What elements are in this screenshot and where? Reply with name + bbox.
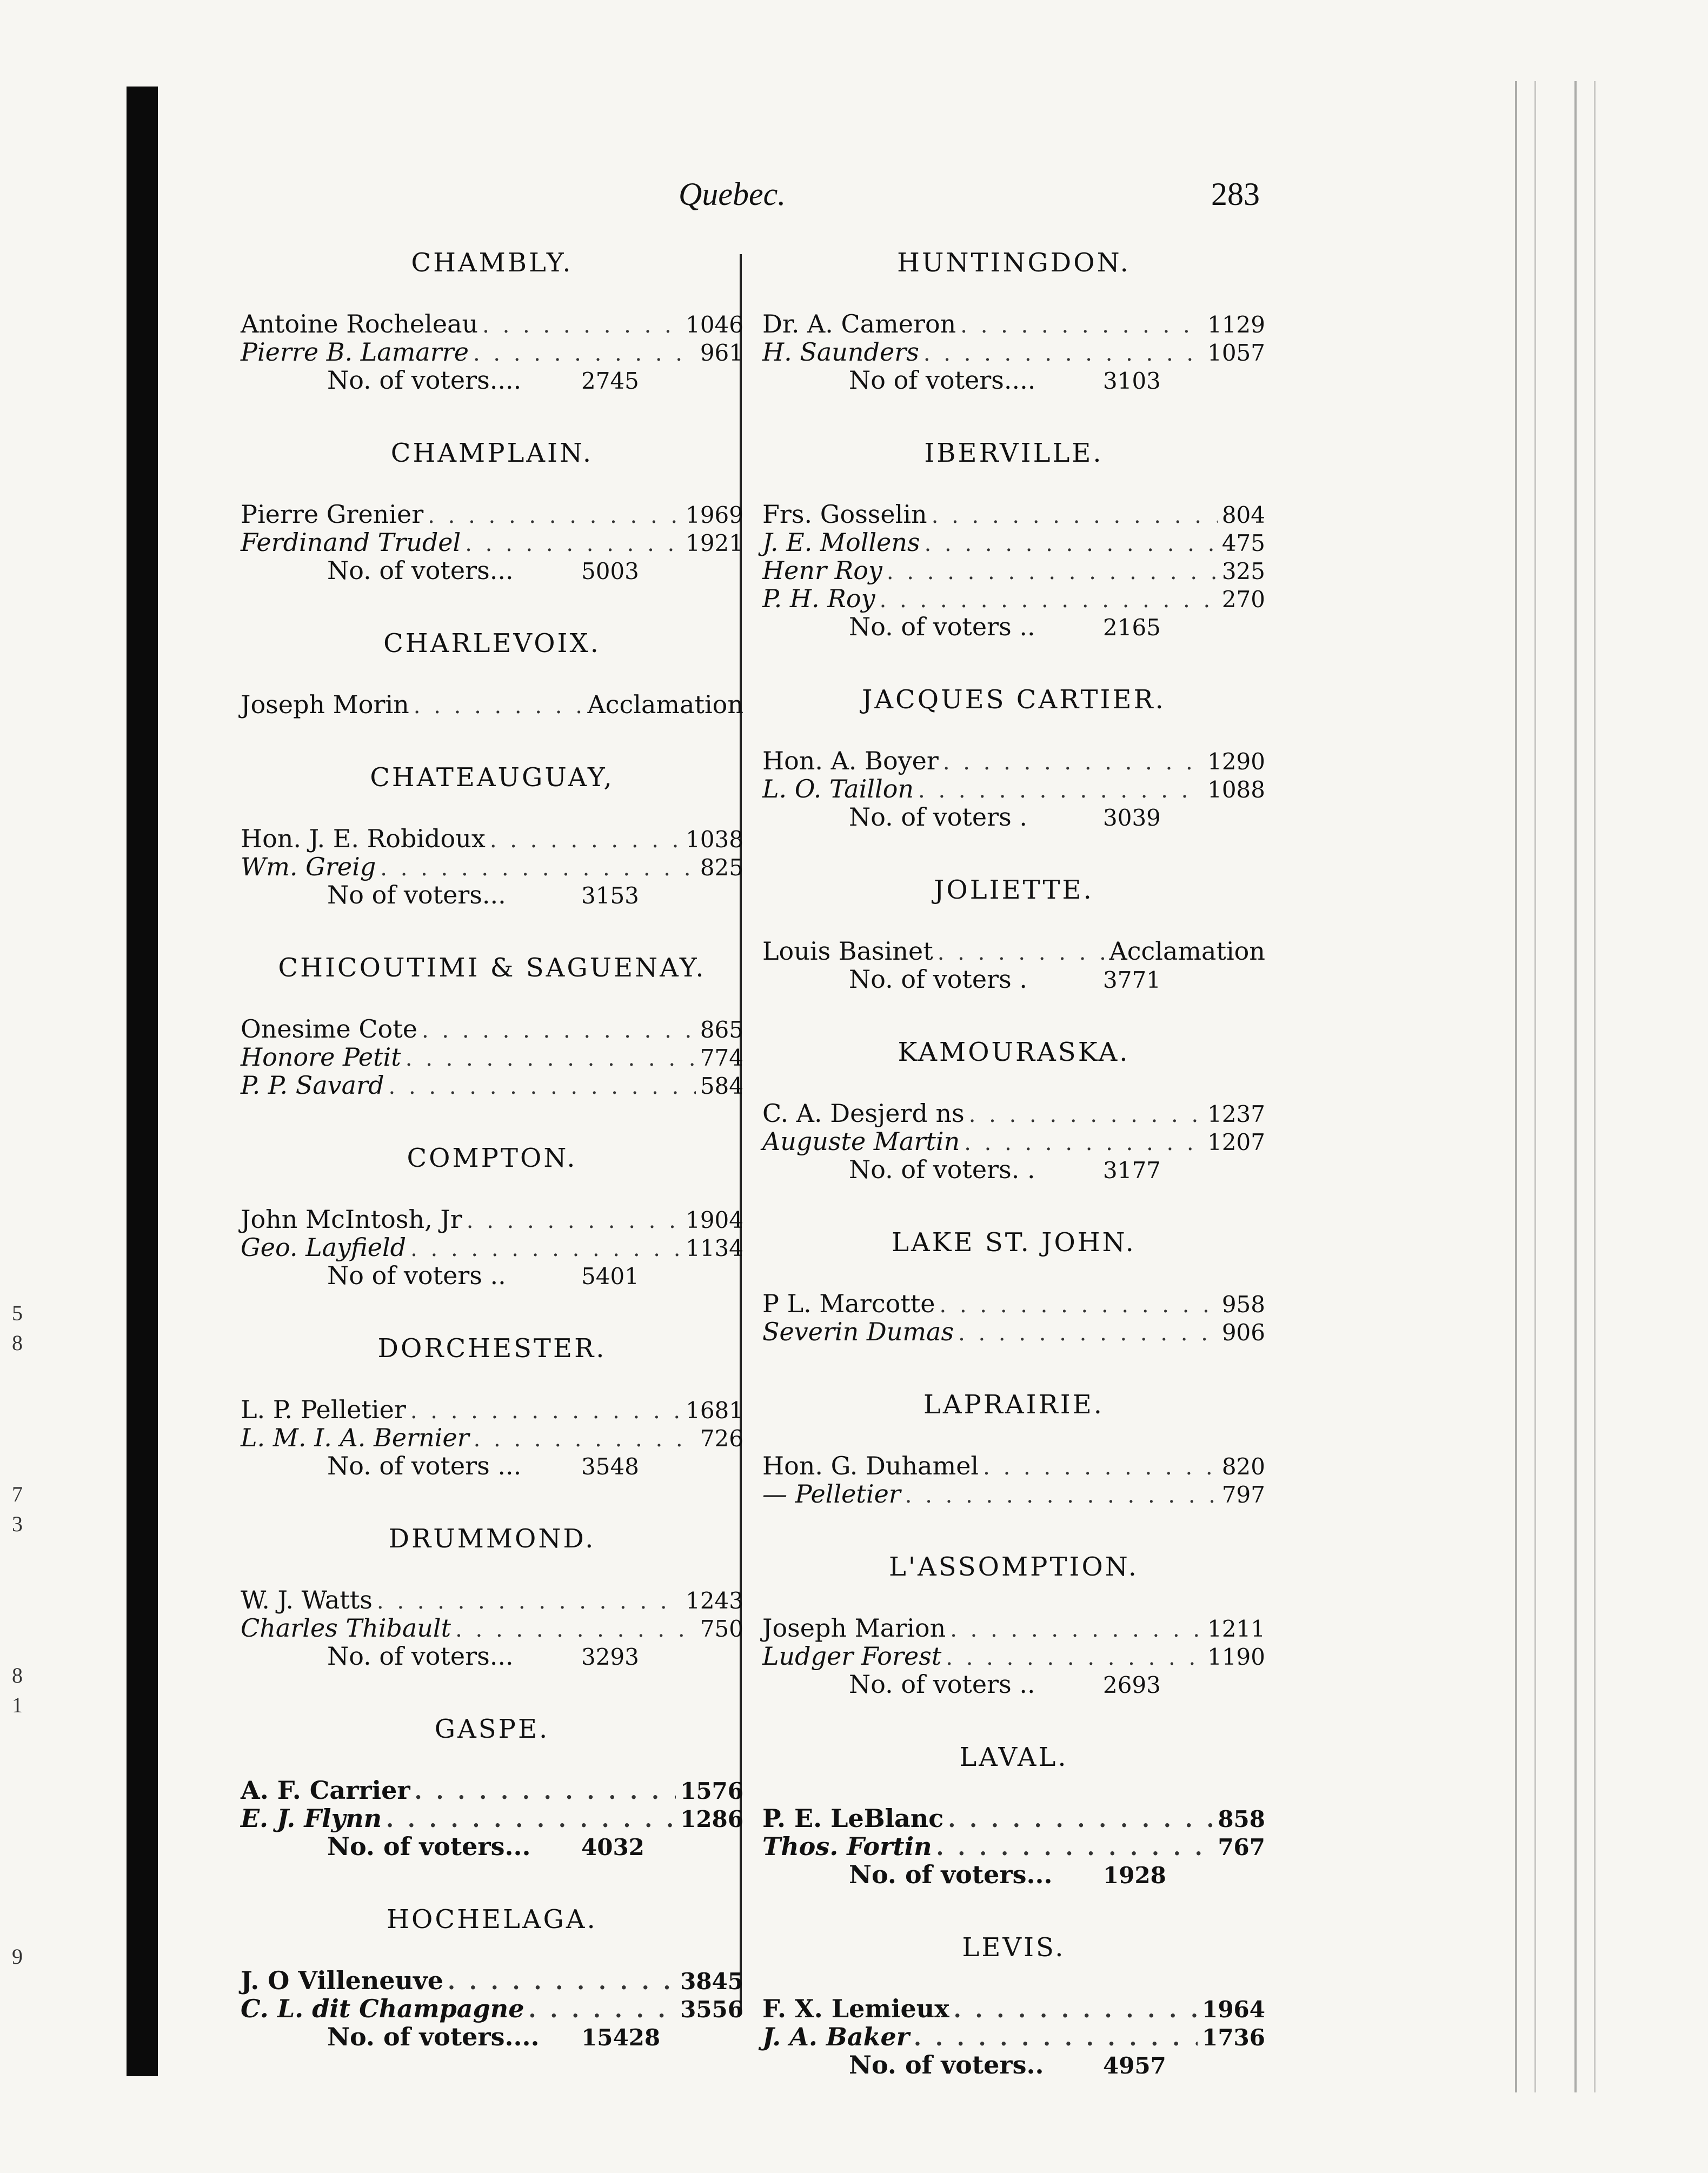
candidate-name: Charles Thibault [241, 1613, 451, 1643]
vote-count: 750 [700, 1616, 743, 1642]
dot-leader [406, 1045, 696, 1073]
candidate-name: A. F. Carrier [241, 1776, 410, 1805]
voters-label: No. of voters ... [327, 1451, 522, 1480]
vote-count: 858 [1218, 1806, 1265, 1832]
constituency-title: CHAMPLAIN. [390, 438, 594, 468]
dot-leader [473, 340, 696, 368]
vote-count: 820 [1221, 1453, 1265, 1480]
constituency-lake-st-john [762, 1226, 1265, 1346]
candidate-name: — Pelletier [762, 1479, 901, 1509]
result-row [762, 775, 1265, 803]
vote-count: 325 [1221, 558, 1265, 584]
candidate-name: W. J. Watts [241, 1585, 373, 1614]
vote-count: 865 [700, 1016, 743, 1043]
result-row [241, 1586, 743, 1614]
voters-label: No of voters .. [327, 1261, 506, 1290]
candidate-name: Frs. Gosselin [762, 500, 927, 529]
constituency-title: CHICOUTIMI & SAGUENAY. [278, 953, 706, 983]
vote-count: 726 [700, 1425, 743, 1452]
dot-leader [923, 340, 1203, 368]
candidate-name: Pierre Grenier [241, 500, 424, 529]
dot-leader [905, 1481, 1218, 1510]
result-row [762, 1642, 1265, 1670]
constituency-chicoutimi-saguenay [241, 951, 743, 1099]
vote-count: 767 [1218, 1834, 1265, 1860]
dot-leader [960, 311, 1203, 340]
dot-leader [415, 1778, 676, 1806]
vote-count: 1904 [686, 1207, 743, 1233]
voters-count: 5003 [581, 558, 639, 584]
candidate-name: Auguste Martin [762, 1127, 960, 1156]
result-row [241, 690, 743, 719]
result-row [241, 528, 743, 556]
vote-count: Acclamation [587, 690, 743, 719]
page-title: Quebec. [679, 176, 786, 212]
page-edge-shadow [1503, 81, 1633, 2092]
candidate-name: H. Saunders [762, 337, 919, 367]
voters-count: 3153 [581, 882, 639, 909]
candidate-name: J. E. Mollens [762, 528, 920, 557]
result-row [762, 937, 1265, 965]
dot-leader [448, 1968, 676, 1996]
vote-count: 1243 [686, 1587, 743, 1614]
result-row [241, 1804, 743, 1832]
margin-mark: 8 [12, 1331, 23, 1355]
voters-row [241, 1452, 743, 1480]
constituency-champlain [241, 436, 743, 584]
vote-count: 1964 [1202, 1996, 1265, 2023]
vote-count: 3556 [680, 1996, 743, 2023]
candidate-name: John McIntosh, Jr [241, 1205, 462, 1234]
voters-count: 15428 [581, 2024, 661, 2051]
result-row [762, 2023, 1265, 2051]
vote-count: 3845 [680, 1968, 743, 1995]
page-number: 283 [1211, 176, 1260, 212]
constituency-title: HUNTINGDON. [897, 248, 1131, 278]
candidate-name: E. J. Flynn [241, 1804, 382, 1833]
vote-count: 1129 [1207, 311, 1265, 338]
dot-leader [389, 1073, 696, 1101]
voters-row [762, 366, 1265, 394]
dot-leader [954, 1996, 1198, 2024]
candidate-name: Ferdinand Trudel [241, 528, 461, 557]
vote-count: 1921 [686, 530, 743, 556]
vote-count: 1057 [1207, 340, 1265, 366]
result-row [762, 747, 1265, 775]
dot-leader [422, 1016, 696, 1045]
candidate-name: Hon. G. Duhamel [762, 1451, 979, 1480]
vote-count: 906 [1221, 1319, 1265, 1346]
voters-row [241, 2023, 743, 2051]
result-row [762, 1452, 1265, 1480]
dot-leader [529, 1996, 676, 2024]
result-row [241, 500, 743, 528]
constituency-title: LAVAL. [959, 1742, 1068, 1772]
voters-count: 1928 [1103, 1862, 1166, 1889]
voters-count: 3039 [1103, 805, 1161, 831]
candidate-name: L. O. Taillon [762, 774, 914, 803]
candidate-name: C. L. dit Champagne [241, 1994, 524, 2023]
candidate-name: J. O Villeneuve [241, 1966, 444, 1995]
dot-leader [938, 939, 1105, 967]
vote-count: 1237 [1207, 1101, 1265, 1127]
voters-row [762, 803, 1265, 831]
constituency-levis [762, 1931, 1265, 2079]
dot-leader [918, 776, 1203, 805]
result-row [241, 853, 743, 881]
voters-count: 3548 [581, 1453, 639, 1480]
voters-row [762, 1670, 1265, 1698]
voters-label: No. of voters .. [849, 1670, 1035, 1699]
margin-mark: 3 [12, 1512, 23, 1536]
vote-count: 825 [700, 854, 743, 881]
vote-count: 1969 [686, 502, 743, 528]
result-row [762, 1318, 1265, 1346]
constituency-gaspe [241, 1712, 743, 1860]
constituency-title: LAPRAIRIE. [923, 1390, 1104, 1420]
voters-row [241, 1642, 743, 1670]
result-row [241, 1776, 743, 1804]
result-row [762, 1290, 1265, 1318]
dot-leader [455, 1616, 696, 1644]
vote-count: 1576 [680, 1778, 743, 1804]
dot-leader [465, 530, 681, 558]
vote-count: 958 [1221, 1291, 1265, 1318]
candidate-name: Hon. A. Boyer [762, 746, 939, 775]
result-row [241, 310, 743, 338]
candidate-name: Severin Dumas [762, 1317, 954, 1346]
vote-count: 774 [700, 1045, 743, 1071]
constituency-huntingdon [762, 246, 1265, 394]
vote-count: 1286 [680, 1806, 743, 1832]
result-row [762, 1832, 1265, 1860]
dot-leader [386, 1806, 676, 1834]
constituency-title: COMPTON. [407, 1143, 577, 1173]
result-row [241, 1205, 743, 1233]
result-row [762, 1614, 1265, 1642]
result-row [762, 1995, 1265, 2023]
voters-label: No. of voters... [327, 1832, 531, 1861]
candidate-name: C. A. Desjerd ns [762, 1099, 965, 1128]
constituency-title: DRUMMOND. [388, 1524, 596, 1554]
candidate-name: Hon. J. E. Robidoux [241, 824, 486, 853]
voters-label: No. of voters . [849, 965, 1027, 994]
vote-count: 797 [1221, 1481, 1265, 1508]
candidate-name: Pierre B. Lamarre [241, 337, 469, 367]
result-row [762, 556, 1265, 584]
voters-label: No of voters... [327, 880, 506, 909]
dot-leader [410, 1397, 681, 1425]
margin-mark: 9 [12, 1944, 23, 1969]
vote-count: 1038 [686, 826, 743, 853]
constituency-compton [241, 1141, 743, 1290]
result-row [762, 528, 1265, 556]
result-row [241, 1071, 743, 1099]
voters-count: 2693 [1103, 1672, 1161, 1698]
candidate-name: Louis Basinet [762, 936, 933, 966]
voters-label: No. of voters.... [327, 366, 522, 395]
dot-leader [914, 2024, 1198, 2052]
constituency-title: CHATEAUGUAY, [370, 762, 614, 793]
voters-row [762, 2051, 1265, 2079]
candidate-name: P L. Marcotte [762, 1289, 935, 1318]
voters-count: 3103 [1103, 368, 1161, 394]
result-row [762, 1099, 1265, 1127]
candidate-name: F. X. Lemieux [762, 1994, 949, 2023]
vote-count: 804 [1221, 502, 1265, 528]
right-column [762, 246, 1265, 2121]
result-row [241, 1015, 743, 1043]
margin-mark: 5 [12, 1301, 23, 1325]
candidate-name: P. P. Savard [241, 1071, 384, 1100]
voters-row [241, 1261, 743, 1290]
constituency-title: JOLIETTE. [934, 875, 1094, 905]
voters-row [241, 881, 743, 909]
left-column [241, 246, 743, 2093]
constituency-title: HOCHELAGA. [387, 1904, 597, 1935]
vote-count: 1681 [686, 1397, 743, 1424]
dot-leader [932, 502, 1218, 530]
constituency-title: JACQUES CARTIER. [862, 685, 1166, 715]
vote-count: Acclamation [1109, 936, 1265, 966]
constituency-laprairie [762, 1388, 1265, 1508]
vote-count: 475 [1221, 530, 1265, 556]
voters-row [241, 1832, 743, 1860]
vote-count: 584 [700, 1073, 743, 1099]
voters-count: 4957 [1103, 2052, 1166, 2079]
voters-label: No. of voters. . [849, 1155, 1035, 1184]
dot-leader [490, 826, 681, 854]
dot-leader [377, 1587, 681, 1616]
dot-leader [380, 854, 696, 882]
voters-count: 2745 [581, 368, 639, 394]
candidate-name: Geo. Layfield [241, 1233, 407, 1262]
result-row [241, 1395, 743, 1424]
dot-leader [983, 1453, 1218, 1481]
dot-leader [474, 1425, 696, 1453]
voters-row [762, 965, 1265, 993]
candidate-name: L. P. Pelletier [241, 1395, 406, 1424]
result-row [241, 1614, 743, 1642]
vote-count: 1046 [686, 311, 743, 338]
result-row [762, 1127, 1265, 1155]
margin-mark: 1 [12, 1693, 23, 1717]
candidate-name: P. E. LeBlanc [762, 1804, 944, 1833]
constituency-title: KAMOURASKA. [898, 1037, 1130, 1067]
vote-count: 270 [1221, 586, 1265, 613]
dot-leader [936, 1834, 1214, 1862]
result-row [762, 500, 1265, 528]
result-row [762, 1804, 1265, 1832]
result-row [241, 1995, 743, 2023]
constituency-title: GASPE. [434, 1714, 550, 1744]
vote-count: 1211 [1207, 1616, 1265, 1642]
dot-leader [969, 1101, 1203, 1129]
result-row [241, 1424, 743, 1452]
voters-count: 3293 [581, 1644, 639, 1670]
constituency-chambly [241, 246, 743, 394]
candidate-name: Joseph Marion [762, 1613, 946, 1643]
constituency-drummond [241, 1522, 743, 1670]
constituency-title: CHARLEVOIX. [383, 628, 601, 659]
constituency-charlevoix [241, 627, 743, 719]
voters-label: No. of voters . [849, 802, 1027, 832]
vote-count: 1190 [1207, 1644, 1265, 1670]
result-row [241, 338, 743, 366]
dot-leader [414, 692, 583, 720]
voters-label: No. of voters... [327, 1642, 514, 1671]
voters-count: 3771 [1103, 967, 1161, 993]
dot-leader [946, 1644, 1203, 1672]
voters-label: No. of voters... [849, 1860, 1053, 1889]
result-row [762, 310, 1265, 338]
dot-leader [964, 1129, 1203, 1157]
constituency-dorchester [241, 1332, 743, 1480]
voters-count: 4032 [581, 1834, 644, 1860]
constituency-kamouraska [762, 1035, 1265, 1184]
vote-count: 1207 [1207, 1129, 1265, 1155]
constituency-title: IBERVILLE. [924, 438, 1104, 468]
dot-leader [950, 1616, 1203, 1644]
result-row [762, 1480, 1265, 1508]
candidate-name: Ludger Forest [762, 1642, 942, 1671]
dot-leader [943, 748, 1203, 776]
vote-count: 1088 [1207, 776, 1265, 803]
margin-marks [0, 0, 32, 2173]
vote-count: 1736 [1202, 2024, 1265, 2051]
constituency-joliette [762, 873, 1265, 993]
dot-leader [958, 1319, 1218, 1347]
voters-row [762, 1155, 1265, 1184]
candidate-name: L. M. I. A. Bernier [241, 1423, 469, 1452]
candidate-name: Joseph Morin [241, 690, 409, 719]
candidate-name: Dr. A. Cameron [762, 309, 956, 338]
dot-leader [948, 1806, 1213, 1834]
voters-count: 2165 [1103, 614, 1161, 641]
constituency-jacques-cartier [762, 683, 1265, 831]
page-header [541, 176, 1260, 224]
candidate-name: Thos. Fortin [762, 1832, 932, 1861]
dot-leader [925, 530, 1218, 558]
constituency-hochelaga [241, 1903, 743, 2051]
dot-leader [410, 1235, 681, 1263]
constituency-iberville [762, 436, 1265, 641]
candidate-name: Wm. Greig [241, 852, 376, 881]
voters-row [762, 1860, 1265, 1889]
vote-count: 1134 [686, 1235, 743, 1261]
candidate-name: Onesime Cote [241, 1014, 417, 1044]
candidate-name: Henr Roy [762, 556, 882, 585]
result-row [762, 584, 1265, 613]
voters-count: 3177 [1103, 1157, 1161, 1184]
dot-leader [880, 586, 1218, 614]
candidate-name: P. H. Roy [762, 584, 875, 613]
constituency-l-assomption [762, 1550, 1265, 1698]
constituency-title: L'ASSOMPTION. [889, 1552, 1139, 1582]
page-binding-shadow [127, 87, 158, 2076]
voters-label: No. of voters.... [327, 2022, 540, 2051]
constituency-title: DORCHESTER. [377, 1333, 607, 1364]
constituency-title: CHAMBLY. [411, 248, 573, 278]
result-row [241, 1966, 743, 1995]
constituency-laval [762, 1740, 1265, 1889]
margin-mark: 7 [12, 1482, 23, 1506]
vote-count: 961 [700, 340, 743, 366]
voters-row [241, 366, 743, 394]
candidate-name: Antoine Rocheleau [241, 309, 478, 338]
constituency-title: LAKE ST. JOHN. [892, 1227, 1136, 1258]
candidate-name: Honore Petit [241, 1042, 401, 1072]
margin-mark: 8 [12, 1663, 23, 1687]
voters-row [762, 613, 1265, 641]
dot-leader [467, 1207, 681, 1235]
result-row [241, 1233, 743, 1261]
dot-leader [940, 1291, 1218, 1319]
constituency-title: LEVIS. [962, 1932, 1066, 1963]
dot-leader [482, 311, 681, 340]
vote-count: 1290 [1207, 748, 1265, 775]
candidate-name: J. A. Baker [762, 2022, 910, 2051]
voters-label: No. of voters.. [849, 2050, 1044, 2079]
result-row [762, 338, 1265, 366]
voters-label: No. of voters... [327, 556, 514, 585]
voters-label: No. of voters .. [849, 612, 1035, 641]
dot-leader [887, 558, 1218, 586]
voters-label: No of voters.... [849, 366, 1036, 395]
constituency-chateauguay [241, 761, 743, 909]
result-row [241, 825, 743, 853]
result-row [241, 1043, 743, 1071]
voters-count: 5401 [581, 1263, 639, 1290]
dot-leader [428, 502, 681, 530]
voters-row [241, 556, 743, 584]
